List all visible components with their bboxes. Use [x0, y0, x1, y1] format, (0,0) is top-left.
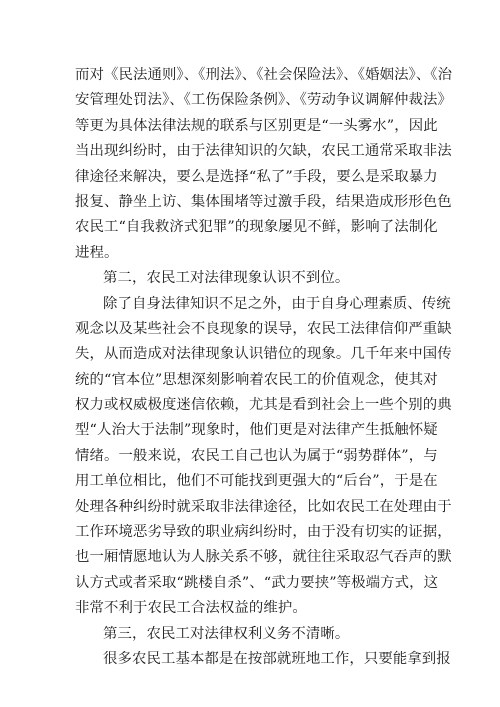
- text-line: 除了自身法律知识不足之外，由于自身心理素质、传统: [103, 295, 451, 312]
- text-line: 安管理处罚法》、《工伤保险条例》、《劳动争议调解仲裁法》: [75, 92, 452, 109]
- text-line: 型“人治大于法制”现象时，他们更是对法律产生抵触怀疑: [75, 422, 438, 439]
- text-line: 律途径来解决，要么是选择“私了”手段，要么是采取暴力: [75, 168, 438, 185]
- text-line: 统的“官本位”思想深刻影响着农民工的价值观念，使其对: [75, 371, 438, 388]
- text-line: 也一厢情愿地认为人脉关系不够，就往往采取忍气吞声的默: [75, 549, 452, 566]
- text-line: 用工单位相比，他们不可能找到更强大的“后台”，于是在: [75, 473, 438, 490]
- body-text: [75, 63, 453, 672]
- text-line: 等更为具体法律法规的联系与区别更是“一头雾水”，因此: [75, 117, 438, 134]
- text-line: 非常不利于农民工合法权益的维护。: [75, 600, 307, 617]
- text-line: 工作环境恶劣导致的职业病纠纷时，由于没有切实的证据，: [75, 524, 452, 541]
- text-line: 情绪。一般来说，农民工自己也认为属于“弱势群体”，与: [75, 447, 438, 464]
- text-line: 失，从而造成对法律现象认识错位的现象。几千年来中国传: [75, 346, 452, 363]
- text-line: 而对《民法通则》、《刑法》、《社会保险法》、《婚姻法》、《治: [75, 67, 453, 83]
- text-line: 第二，农民工对法律现象认识不到位。: [103, 270, 350, 287]
- text-line: 当出现纠纷时，由于法律知识的欠缺，农民工通常采取非法: [75, 143, 452, 160]
- text-line: 权力或权威极度迷信依赖，尤其是看到社会上一些个别的典: [75, 397, 452, 414]
- text-line: 报复、静坐上访、集体围堵等过激手段，结果造成形形色色: [75, 193, 452, 210]
- text-line: 很多农民工基本都是在按部就班地工作，只要能拿到报: [103, 650, 451, 667]
- text-line: 进程。: [75, 244, 119, 261]
- text-line: 农民工“自我救济式犯罪”的现象屡见不鲜，影响了法制化: [75, 219, 438, 236]
- text-line: 观念以及某些社会不良现象的误导，农民工法律信仰严重缺: [75, 320, 452, 337]
- text-line: 认方式或者采取“跳楼自杀”、“武力要挟”等极端方式，这: [75, 574, 439, 591]
- text-line: 处理各种纠纷时就采取非法律途径，比如农民工在处理由于: [75, 498, 452, 515]
- text-line: 第三，农民工对法律权利义务不清晰。: [103, 625, 350, 642]
